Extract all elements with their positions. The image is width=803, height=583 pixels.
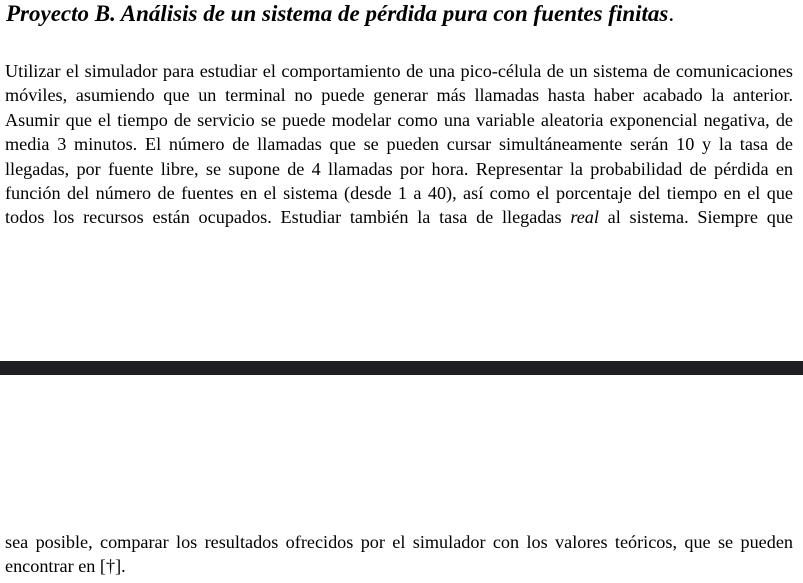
description-paragraph bbox=[5, 59, 793, 230]
project-title-text: Proyecto B. Análisis de un sistema de pérdida pura con fuentes finitas bbox=[6, 1, 669, 26]
description-text-end: al sistema. Siempre que bbox=[598, 207, 793, 228]
continuation-paragraph: sea posible, comparar los resultados ofrecidos por el simulador con los valores teóricos, que se pueden encontrar en [†]. bbox=[5, 532, 793, 577]
description-emphasis: real bbox=[570, 207, 599, 228]
project-title bbox=[6, 1, 796, 26]
project-title-period: . bbox=[668, 1, 675, 26]
description-text-start: Utilizar el simulador para estudiar el comportamiento de una pico-célula de un sistema de comunicaciones móviles, asumiendo que un terminal no puede generar más llamadas hasta haber acabado la anterior. Asumir que el tiempo de servicio se puede modelar como una variable aleatoria exponencial negativa, de media 3 minutos. El número de llamadas que se pueden cursar simultáneamente serán 10 y la tasa de llegadas, por fuente libre, se supone de 4 llamadas por hora. Representar la probabilidad de pérdida en función del número de fuentes en el sistema (desde 1 a 40), así como el porcentaje del tiempo en el que todos los recursos están ocupados. Estudiar también la tasa de llegadas bbox=[5, 61, 793, 228]
page-divider-bar bbox=[0, 361, 803, 375]
